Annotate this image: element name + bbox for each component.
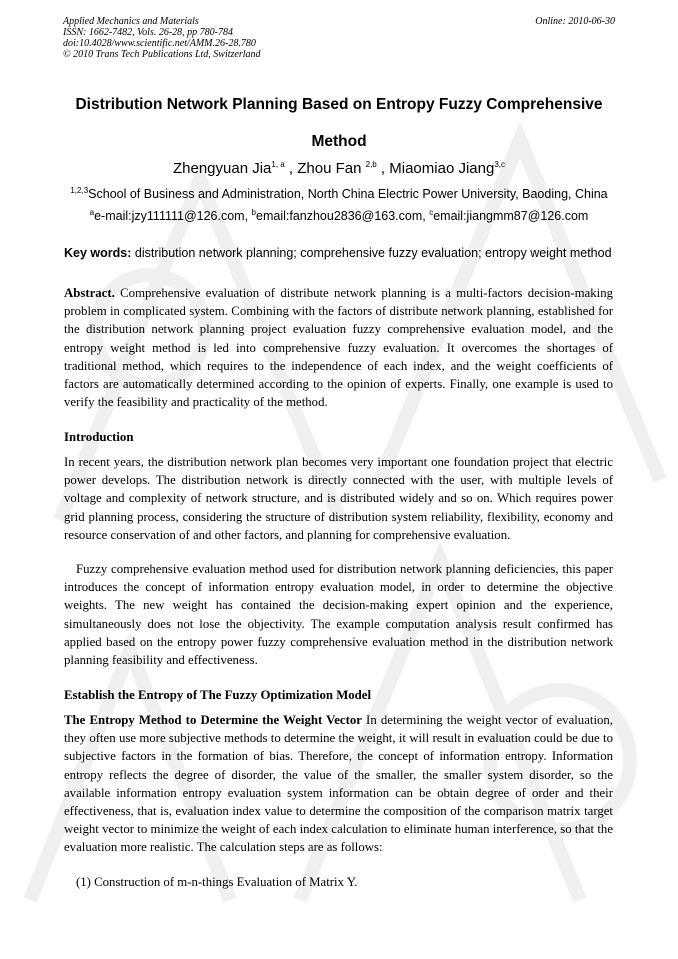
email-c: email:jiangmm87@126.com: [433, 209, 589, 223]
paper-title-line-2: Method: [311, 133, 367, 150]
author-list: [40, 160, 638, 177]
keywords-label: Key words:: [64, 246, 132, 260]
abstract-label: Abstract.: [64, 286, 115, 300]
introduction-paragraph-1: In recent years, the distribution network plan becomes very important one foundation project that electric power develops. The distribution network is directly connected with the user, with multiple levels of voltage and complexity of network structure, and is distributed widely and so on. Which requires power grid planning process, considering the structure of distribution system reliability, flexibility, economy and resource conservation of and other factors, and planning for comprehensive evaluation.: [64, 455, 613, 542]
email-c-sup: c: [429, 207, 434, 217]
email-list: [40, 209, 638, 223]
online-date: Online: 2010-06-30: [535, 16, 615, 27]
email-b-sup: b: [251, 207, 256, 217]
paper-title-line-1: Distribution Network Planning Based on Entropy Fuzzy Comprehensive: [75, 96, 603, 113]
author-1-name: Zhengyuan Jia: [172, 160, 272, 177]
copyright-line: © 2010 Trans Tech Publications Ltd, Switzerland: [63, 49, 261, 60]
introduction-heading: Introduction: [64, 430, 134, 444]
calculation-step-1: (1) Construction of m-n-things Evaluation of Matrix Y.: [76, 875, 358, 889]
author-separator: ,: [284, 160, 298, 177]
author-3-name: Miaomiao Jiang: [389, 160, 495, 177]
author-3-sup: 3,c: [494, 160, 505, 169]
keywords: [64, 246, 624, 260]
section-heading-entropy-model: Establish the Entropy of The Fuzzy Optimization Model: [64, 688, 372, 702]
abstract-text: Comprehensive evaluation of distribute network planning is a multi-factors decision-making problem in complicated system. Combining with the factors of distribute network planning, established for the distribution network planning project evaluation fuzzy comprehensive evaluation model, and the entropy weight method is led into comprehensive fuzzy evaluation. It overcomes the shortages of traditional method, which requires to the independence of each index, and the weight coefficients of factors are automatically determined according to the opinion of experts. Finally, one example is used to verify the feasibility and practicality of the method.: [64, 286, 613, 410]
affiliation-sup: 1,2,3: [70, 185, 89, 195]
journal-name: Applied Mechanics and Materials: [63, 16, 199, 27]
entropy-method-text: In determining the weight vector of evaluation, they often use more subjective methods to determine the weight, it will result in evaluation could be due to subjective factors in the formation of bias. Therefore, the concept of information entropy. Information entropy reflects the degree of disorder, the value of the smaller, the smaller system disorder, so the available information entropy evaluation system information can be obtain degree of order and their effectiveness, that is, evaluation index value to determine the composition of the comparison matrix target weight vector to minimize the weight of each index calculation to eliminate human interference, so that the evaluation more realistic. The calculation steps are as follows:: [64, 713, 613, 855]
abstract: [64, 284, 613, 411]
entropy-method-paragraph: [64, 711, 613, 857]
entropy-method-subheading: The Entropy Method to Determine the Weight Vector: [64, 713, 362, 727]
doi-line: doi:10.4028/www.scientific.net/AMM.26-28.780: [63, 38, 256, 49]
email-b: email:fanzhou2836@163.com,: [256, 209, 430, 223]
email-a: e-mail:jzy111111@126.com,: [94, 209, 252, 223]
email-a-sup: a: [89, 207, 95, 217]
affiliation-text: School of Business and Administration, North China Electric Power University, Baoding, China: [88, 187, 608, 201]
author-1-sup: 1, a: [271, 160, 285, 169]
introduction-paragraph-2: Fuzzy comprehensive evaluation method used for distribution network planning deficiencies, this paper introduces the concept of information entropy evaluation model, in order to determine the objective weights. The new weight has contained the decision-making expert opinion and the experience, simultaneously does not lose the objectivity. The example computation analysis result confirmed has applied based on the entropy power fuzzy comprehensive evaluation method in the distribution network planning feasibility and effectiveness.: [64, 562, 613, 668]
affiliation: [40, 187, 638, 201]
issn-line: ISSN: 1662-7482, Vols. 26-28, pp 780-784: [63, 27, 233, 38]
author-separator: ,: [376, 160, 390, 177]
journal-header: [63, 16, 261, 60]
keywords-text: distribution network planning; comprehensive fuzzy evaluation; entropy weight method: [131, 246, 612, 260]
author-2-name: Zhou Fan: [297, 160, 366, 177]
author-2-sup: 2,b: [365, 160, 377, 169]
